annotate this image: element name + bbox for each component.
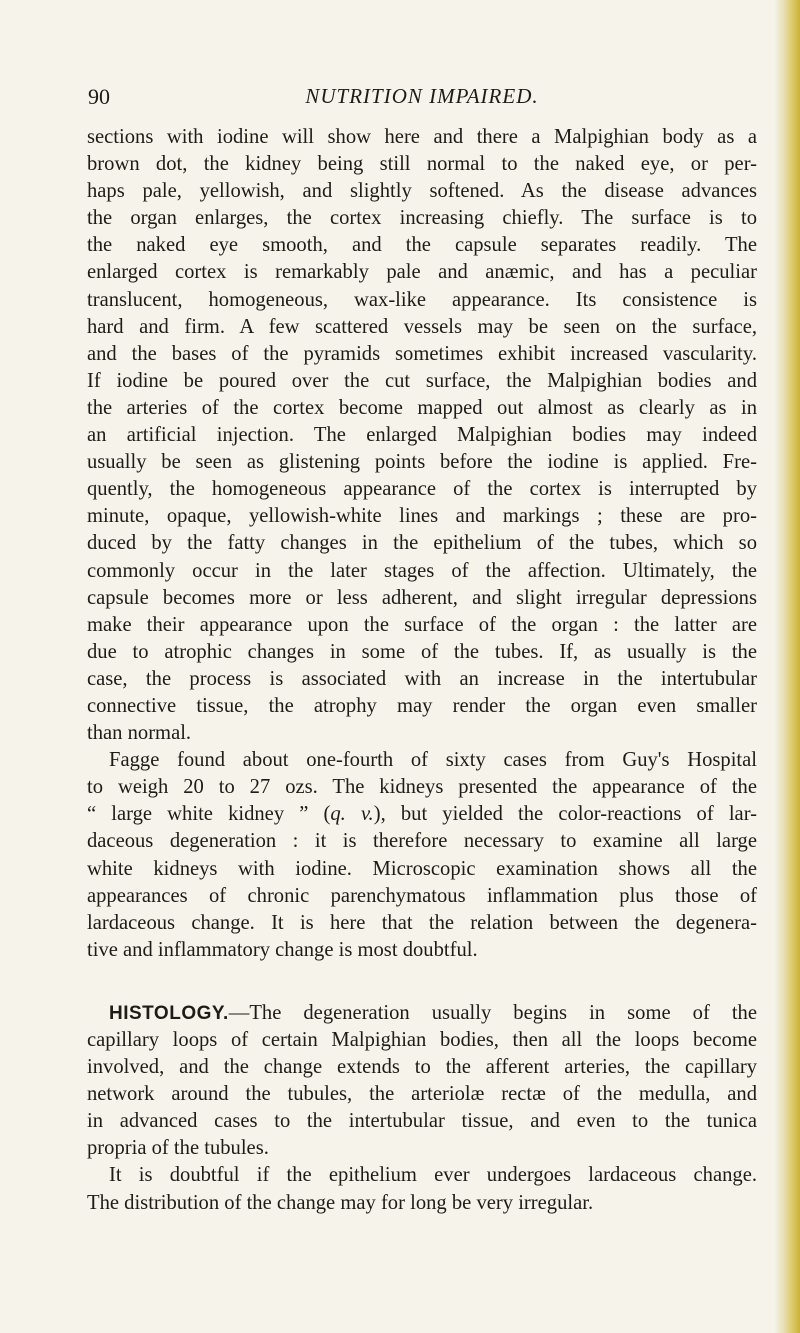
- text-line: than normal.: [87, 722, 192, 745]
- page-header: [88, 84, 756, 114]
- italic-reference: q. v.: [330, 803, 374, 826]
- section-heading: HISTOLOGY.: [109, 1002, 229, 1024]
- text-line: appearances of chronic parenchymatous inflammation plus those of: [87, 884, 757, 907]
- text-line: make their appearance upon the surface of the organ : the latter are: [87, 613, 757, 636]
- text-line: case, the process is associated with an increase in the intertubular: [87, 667, 757, 690]
- text-line: commonly occur in the later stages of the affection. Ultimately, the: [87, 559, 757, 582]
- text-line: to weigh 20 to 27 ozs. The kidneys presented the appearance of the: [87, 776, 757, 799]
- page-number: 90: [88, 84, 110, 109]
- paragraph-histology: [87, 1000, 757, 1163]
- paragraph-1: [87, 124, 757, 747]
- text-line: sections with iodine will show here and there a Malpighian body as a: [87, 126, 757, 148]
- text-line: propria of the tubules.: [87, 1137, 269, 1160]
- text-line: connective tissue, the atrophy may render the organ even smaller: [87, 694, 757, 717]
- running-title: NUTRITION IMPAIRED.: [305, 84, 539, 108]
- text-line: network around the tubules, the arteriolæ rectæ of the medulla, and: [87, 1083, 757, 1106]
- text-line: white kidneys with iodine. Microscopic examination shows all the: [87, 857, 757, 880]
- section-gap: [87, 964, 757, 1000]
- page-edge: [774, 0, 800, 1333]
- text-segment: —The degeneration usually begins in some of the: [228, 1001, 757, 1024]
- text-line: daceous degeneration : it is therefore necessary to examine all large: [87, 830, 757, 853]
- text-line: and the bases of the pyramids sometimes exhibit increased vascularity.: [87, 342, 757, 365]
- text-line: in advanced cases to the intertubular tissue, and even to the tunica: [87, 1110, 757, 1133]
- text-line: the arteries of the cortex become mapped out almost as clearly as in: [87, 396, 757, 419]
- body-text: [87, 124, 757, 1217]
- text-line: haps pale, yellowish, and slightly softened. As the disease advances: [87, 180, 757, 203]
- paragraph-2: [87, 747, 757, 964]
- text-segment: “ large white kidney ” (: [87, 803, 331, 826]
- text-line: usually be seen as glistening points before the iodine is applied. Fre-: [87, 451, 757, 474]
- text-line: The distribution of the change may for long be very irregular.: [87, 1191, 594, 1214]
- text-line: involved, and the change extends to the afferent arteries, the capillary: [87, 1056, 757, 1079]
- text-line: tive and inflammatory change is most doubtful.: [87, 938, 478, 961]
- text-line: quently, the homogeneous appearance of the cortex is interrupted by: [87, 478, 757, 501]
- text-line: Fagge found about one-fourth of sixty cases from Guy's Hospital: [109, 749, 757, 772]
- text-line: the organ enlarges, the cortex increasing chiefly. The surface is to: [87, 207, 757, 230]
- text-line: capillary loops of certain Malpighian bodies, then all the loops become: [87, 1029, 757, 1051]
- text-line: [87, 1000, 757, 1027]
- text-line: translucent, homogeneous, wax-like appearance. Its consistence is: [87, 288, 757, 311]
- text-line: the naked eye smooth, and the capsule separates readily. The: [87, 234, 757, 257]
- text-line: hard and firm. A few scattered vessels may be seen on the surface,: [87, 315, 757, 338]
- text-line: It is doubtful if the epithelium ever undergoes lardaceous change.: [109, 1164, 757, 1187]
- text-line: minute, opaque, yellowish-white lines and markings ; these are pro-: [87, 505, 757, 528]
- paragraph-4: [87, 1162, 757, 1216]
- text-line: due to atrophic changes in some of the tubes. If, as usually is the: [87, 640, 757, 663]
- text-line: If iodine be poured over the cut surface, the Malpighian bodies and: [87, 369, 757, 392]
- text-segment: ), but yielded the color-reactions of lar-: [373, 803, 757, 826]
- text-line: duced by the fatty changes in the epithelium of the tubes, which so: [87, 532, 757, 555]
- text-line: enlarged cortex is remarkably pale and anæmic, and has a peculiar: [87, 261, 757, 284]
- text-line: lardaceous change. It is here that the relation between the degenera-: [87, 911, 757, 934]
- text-line: [87, 801, 757, 828]
- text-line: brown dot, the kidney being still normal to the naked eye, or per-: [87, 153, 757, 176]
- text-line: an artificial injection. The enlarged Malpighian bodies may indeed: [87, 424, 757, 447]
- text-line: capsule becomes more or less adherent, and slight irregular depressions: [87, 586, 757, 609]
